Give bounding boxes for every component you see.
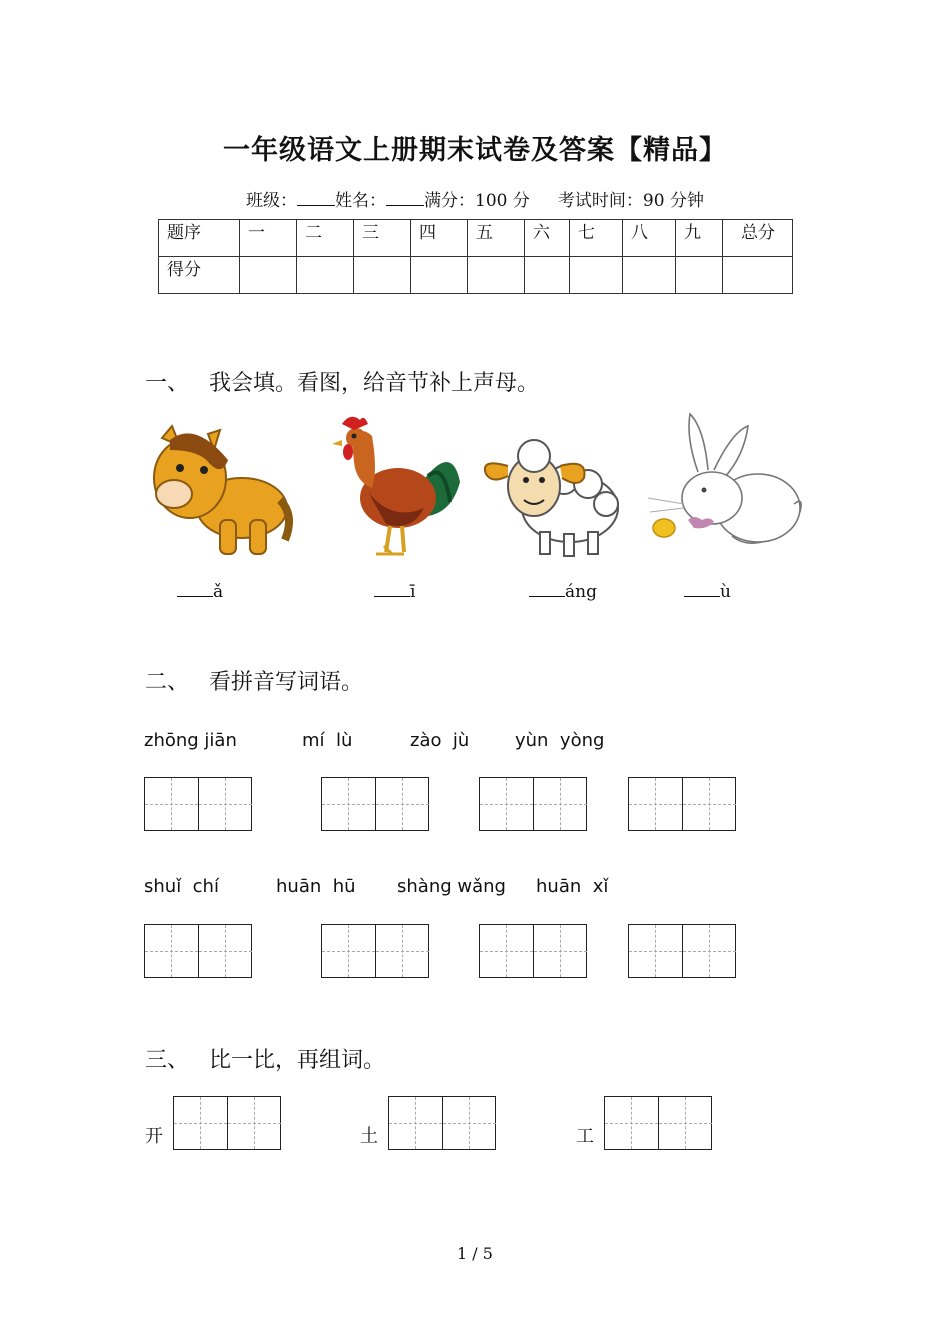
writing-grid[interactable] xyxy=(388,1096,496,1150)
sheep-image xyxy=(480,428,622,563)
final-3: áng xyxy=(565,582,597,602)
score-header-cell: 六 xyxy=(525,220,570,257)
score-cell[interactable] xyxy=(411,257,468,294)
pinyin-2: mí lù xyxy=(302,730,353,751)
score-header-cell: 二 xyxy=(297,220,354,257)
score-header-cell: 一 xyxy=(240,220,297,257)
pinyin-blank-2[interactable] xyxy=(374,582,415,602)
score-header-cell: 九 xyxy=(676,220,723,257)
class-blank[interactable] xyxy=(297,191,335,206)
section-2-number: 二、 xyxy=(145,670,190,695)
pinyin-5: shuǐ chí xyxy=(144,876,219,897)
pinyin-blank-4[interactable] xyxy=(684,582,731,602)
section-1-number: 一、 xyxy=(145,371,190,396)
writing-grid[interactable] xyxy=(173,1096,281,1150)
page-number: 1 / 5 xyxy=(457,1244,493,1263)
name-blank[interactable] xyxy=(386,191,424,206)
writing-grid[interactable] xyxy=(144,777,252,831)
score-header-cell: 五 xyxy=(468,220,525,257)
writing-grid[interactable] xyxy=(144,924,252,978)
score-row-label: 得分 xyxy=(159,257,240,294)
writing-grid[interactable] xyxy=(628,777,736,831)
writing-grid[interactable] xyxy=(321,777,429,831)
score-cell[interactable] xyxy=(240,257,297,294)
section-3-text: 比一比，再组词。 xyxy=(209,1048,386,1073)
final-4: ù xyxy=(720,582,731,602)
score-table-row xyxy=(159,257,793,294)
full-score: 满分：100 分 xyxy=(424,191,530,211)
page-title: 一年级语文上册期末试卷及答案【精品】 xyxy=(223,135,727,166)
pinyin-1: zhōng jiān xyxy=(144,730,237,751)
writing-grid[interactable] xyxy=(628,924,736,978)
pinyin-3: zào jù xyxy=(410,730,470,751)
score-cell[interactable] xyxy=(570,257,623,294)
writing-grid[interactable] xyxy=(321,924,429,978)
score-cell[interactable] xyxy=(723,257,793,294)
section-1-text: 我会填。看图，给音节补上声母。 xyxy=(209,371,540,396)
pinyin-4: yùn yòng xyxy=(515,730,605,751)
section-3-heading xyxy=(145,1043,385,1074)
horse-image xyxy=(150,420,295,560)
score-cell[interactable] xyxy=(468,257,525,294)
section-2-heading xyxy=(145,665,363,696)
section-2-text: 看拼音写词语。 xyxy=(209,670,364,695)
score-cell[interactable] xyxy=(297,257,354,294)
section-1-heading xyxy=(145,366,539,397)
compare-char-3: 工 xyxy=(576,1126,594,1147)
pinyin-8: huān xǐ xyxy=(536,876,609,897)
name-label: 姓名： xyxy=(335,191,387,211)
score-table xyxy=(158,219,793,294)
pinyin-6: huān hū xyxy=(276,876,356,897)
pinyin-blank-3[interactable] xyxy=(529,582,597,602)
score-cell[interactable] xyxy=(623,257,676,294)
pinyin-7: shàng wǎng xyxy=(397,876,506,897)
class-label: 班级： xyxy=(246,191,298,211)
final-2: ī xyxy=(410,582,416,602)
compare-char-1: 开 xyxy=(145,1126,163,1147)
rabbit-image xyxy=(644,408,804,553)
writing-grid[interactable] xyxy=(604,1096,712,1150)
writing-grid[interactable] xyxy=(479,777,587,831)
score-header-cell: 七 xyxy=(570,220,623,257)
exam-info xyxy=(0,186,950,211)
score-table-header-row xyxy=(159,220,793,257)
score-header-cell: 八 xyxy=(623,220,676,257)
final-1: ǎ xyxy=(213,582,224,602)
score-header-cell: 题序 xyxy=(159,220,240,257)
rooster-image xyxy=(332,412,462,562)
score-header-cell: 三 xyxy=(354,220,411,257)
score-cell[interactable] xyxy=(525,257,570,294)
score-header-cell: 四 xyxy=(411,220,468,257)
exam-time: 考试时间：90 分钟 xyxy=(557,191,704,211)
writing-grid[interactable] xyxy=(479,924,587,978)
section-3-number: 三、 xyxy=(145,1048,190,1073)
score-cell[interactable] xyxy=(676,257,723,294)
compare-char-2: 土 xyxy=(360,1126,378,1147)
score-header-cell: 总分 xyxy=(723,220,793,257)
pinyin-blank-1[interactable] xyxy=(177,582,223,602)
score-cell[interactable] xyxy=(354,257,411,294)
